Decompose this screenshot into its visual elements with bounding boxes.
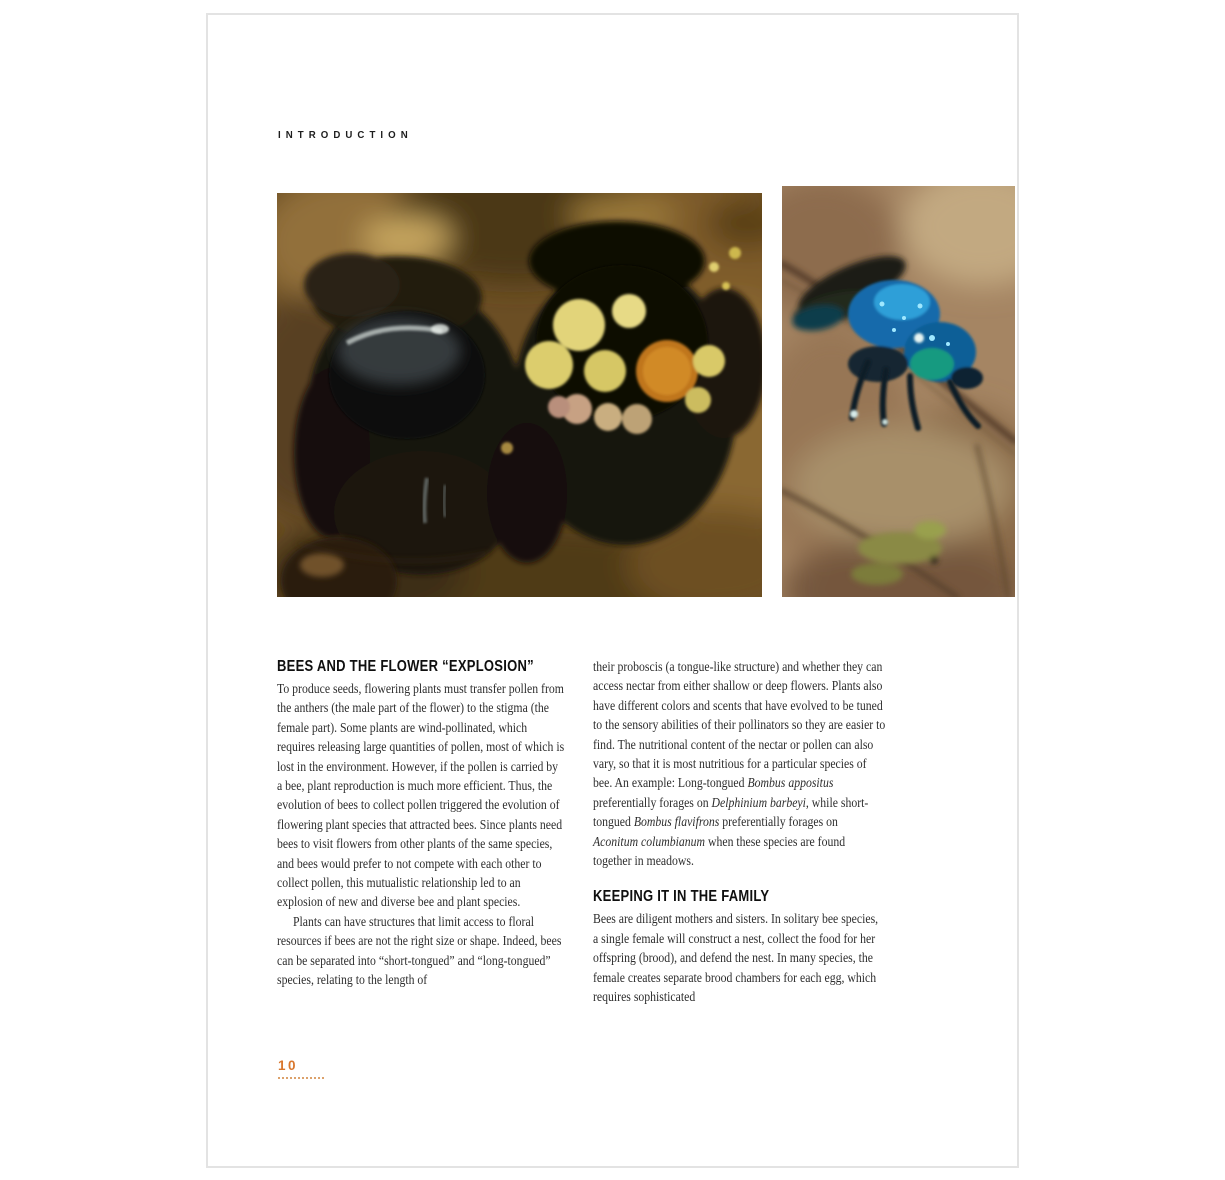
orchid-bee-illustration xyxy=(782,186,1015,597)
right-column xyxy=(593,658,885,1008)
page-footer xyxy=(278,1059,324,1079)
running-header-label: INTRODUCTION xyxy=(278,129,413,141)
section-heading: KEEPING IT IN THE FAMILY xyxy=(593,888,770,906)
paragraph: To produce seeds, flowering plants must transfer pollen from the anthers (the male part of the flower) to the stigma (the female part). Some plants are wind-pollinated, which requires releasing large quantities of pollen, most of which is lost in the environment. However, if the pollen is carried by a bee, plant reproduction is much more efficient. Thus, the evolution of bees to collect pollen triggered the evolution of flowering plant species that attracted bees. Since plants need bees to visit flowers from other plants of the same species, and bees would prefer to not compete with each other to collect pollen, this mutualistic relationship led to an explosion of new and diverse bee and plant species. xyxy=(277,682,565,911)
book-page xyxy=(206,13,1019,1168)
text-columns xyxy=(277,658,885,1008)
paragraph: Plants can have structures that limit access to floral resources if bees are not the right size or shape. Indeed, bees can be separated into “short-tongued” and “long-tongued” species, relating to the length of xyxy=(277,914,562,989)
paragraph: their proboscis (a tongue-like structure) and whether they can access nectar from either shallow or deep flowers. Plants also have different colors and scents that have evolved to be tuned to the sensory abilities of their pollinators so they are easier to find. The nutritional content of the nectar or pollen can also vary, so that it is most nutritious for a particular species of bee. An example: Long-tongued Bombus appositus preferentially forages on Delphinium barbeyi, while short-tongued Bombus flavifrons preferentially forages on Aconitum columbianum when these species are found together in meadows. xyxy=(593,660,886,870)
left-column-content xyxy=(277,658,564,991)
section-heading: BEES AND THE FLOWER “EXPLOSION” xyxy=(277,658,534,675)
dotted-rule xyxy=(278,1077,324,1079)
left-column xyxy=(277,658,564,1008)
running-header xyxy=(278,125,425,143)
right-column-content xyxy=(593,658,885,1008)
honeypot-illustration xyxy=(277,193,762,597)
honeypot-photo xyxy=(277,193,762,597)
orchid-bee-photo xyxy=(782,186,1015,597)
paragraph: Bees are diligent mothers and sisters. In solitary bee species, a single female will construct a nest, collect the food for her offspring (brood), and defend the nest. In many species, the female creates separate brood chambers for each egg, which requires sophisticated xyxy=(593,912,879,1006)
page-number: 10 xyxy=(278,1058,299,1073)
